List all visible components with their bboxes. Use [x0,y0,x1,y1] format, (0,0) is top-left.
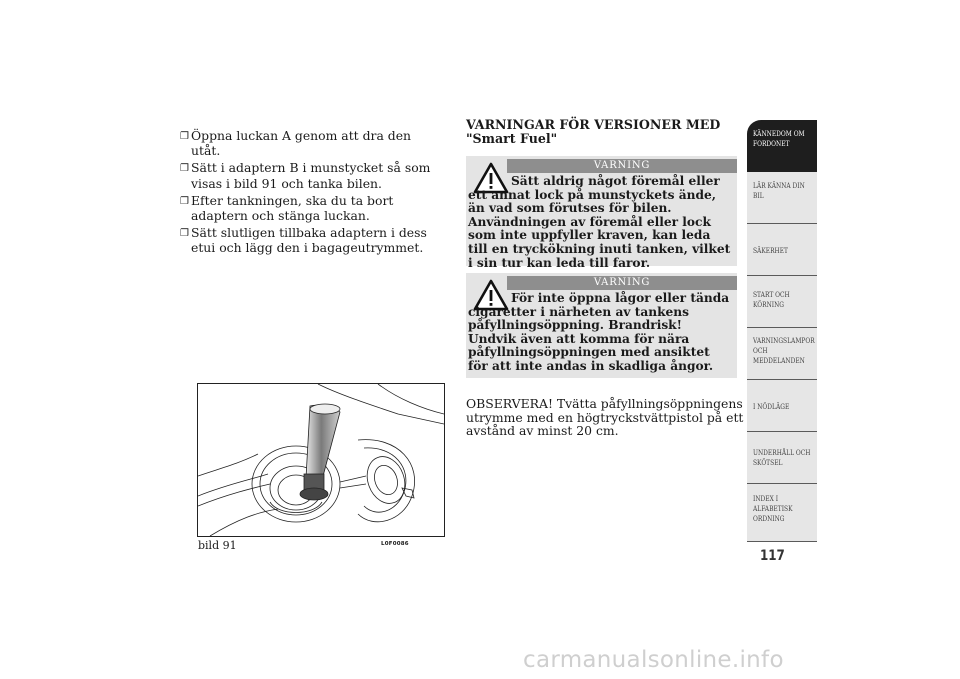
checkbox-bullet-icon: ❐ [180,163,189,175]
checkbox-bullet-icon: ❐ [180,195,189,207]
tab-underhall-och-skotsel[interactable]: UNDERHÅLL OCH SKÖTSEL [747,432,817,484]
instruction-list [180,128,442,258]
warning-box [466,156,737,270]
list-item: ❐ Efter tankningen, ska du ta bort adaptern och stänga luckan. [180,192,394,224]
tab-i-nodlage[interactable]: I NÖDLÄGE [747,380,817,432]
warning-text: För inte öppna lågor eller tända cigaretter i närheten av tankens påfyllningsöppning. Brandrisk! Undvik även att komma för nära påfyllningsöppningen med ansiktet för att inte andas in skadliga ångor. [468,291,730,373]
page-number: 117 [760,548,785,564]
warning-label: VARNING [507,159,737,173]
chapter-sidebar [747,120,817,542]
list-item: ❐ Sätt slutligen tillbaka adaptern i dess etui och lägg den i bagageutrymmet. [180,225,427,256]
section-heading: VARNINGAR FÖR VERSIONER MED "Smart Fuel" [466,117,721,146]
list-item: ❐ Öppna luckan A genom att dra den utåt. [180,128,412,159]
fuel-nozzle-adapter-drawing [198,384,444,536]
warning-label: VARNING [507,276,737,290]
tab-start-och-korning[interactable]: START OCH KÖRNING [747,276,817,328]
tab-lar-kanna-din-bil[interactable]: LÄR KÄNNA DIN BIL [747,172,817,224]
tab-sakerhet[interactable]: SÄKERHET [747,224,817,276]
tab-kannedom-om-fordonet[interactable]: KÄNNEDOM OM FORDONET [747,120,817,172]
figure-caption: bild 91 [198,539,237,552]
fuel-filler-illustration [197,383,445,537]
figure-code: L0F0086 [381,541,409,547]
warning-text: Sätt aldrig något föremål eller ett annat lock på munstyckets ände, än vad som förutses för bilen. Användningen av föremål eller lock som inte uppfyller kraven, kan leda till en tryckökning inuti tanken, vilket i sin tur kan leda till faror. [468,174,731,270]
checkbox-bullet-icon: ❐ [180,228,189,240]
list-item: ❐ Sätt i adaptern B i munstycket så som visas i bild 91 och tanka bilen. [180,160,431,191]
tab-index-i-alfabetisk-ordning[interactable]: INDEX I ALFABETISK ORDNING [747,484,817,542]
tab-varningslampor-och-meddelanden[interactable]: VARNINGSLAMPOR OCH MEDDELANDEN [747,328,817,380]
warning-box [466,273,737,378]
watermark-text: carmanualsonline.info [523,647,784,673]
checkbox-bullet-icon: ❐ [180,131,189,142]
note-paragraph: OBSERVERA! Tvätta påfyllningsöppningens utrymme med en högtryckstvättpistol på ett avstånd av minst 20 cm. [466,396,744,439]
